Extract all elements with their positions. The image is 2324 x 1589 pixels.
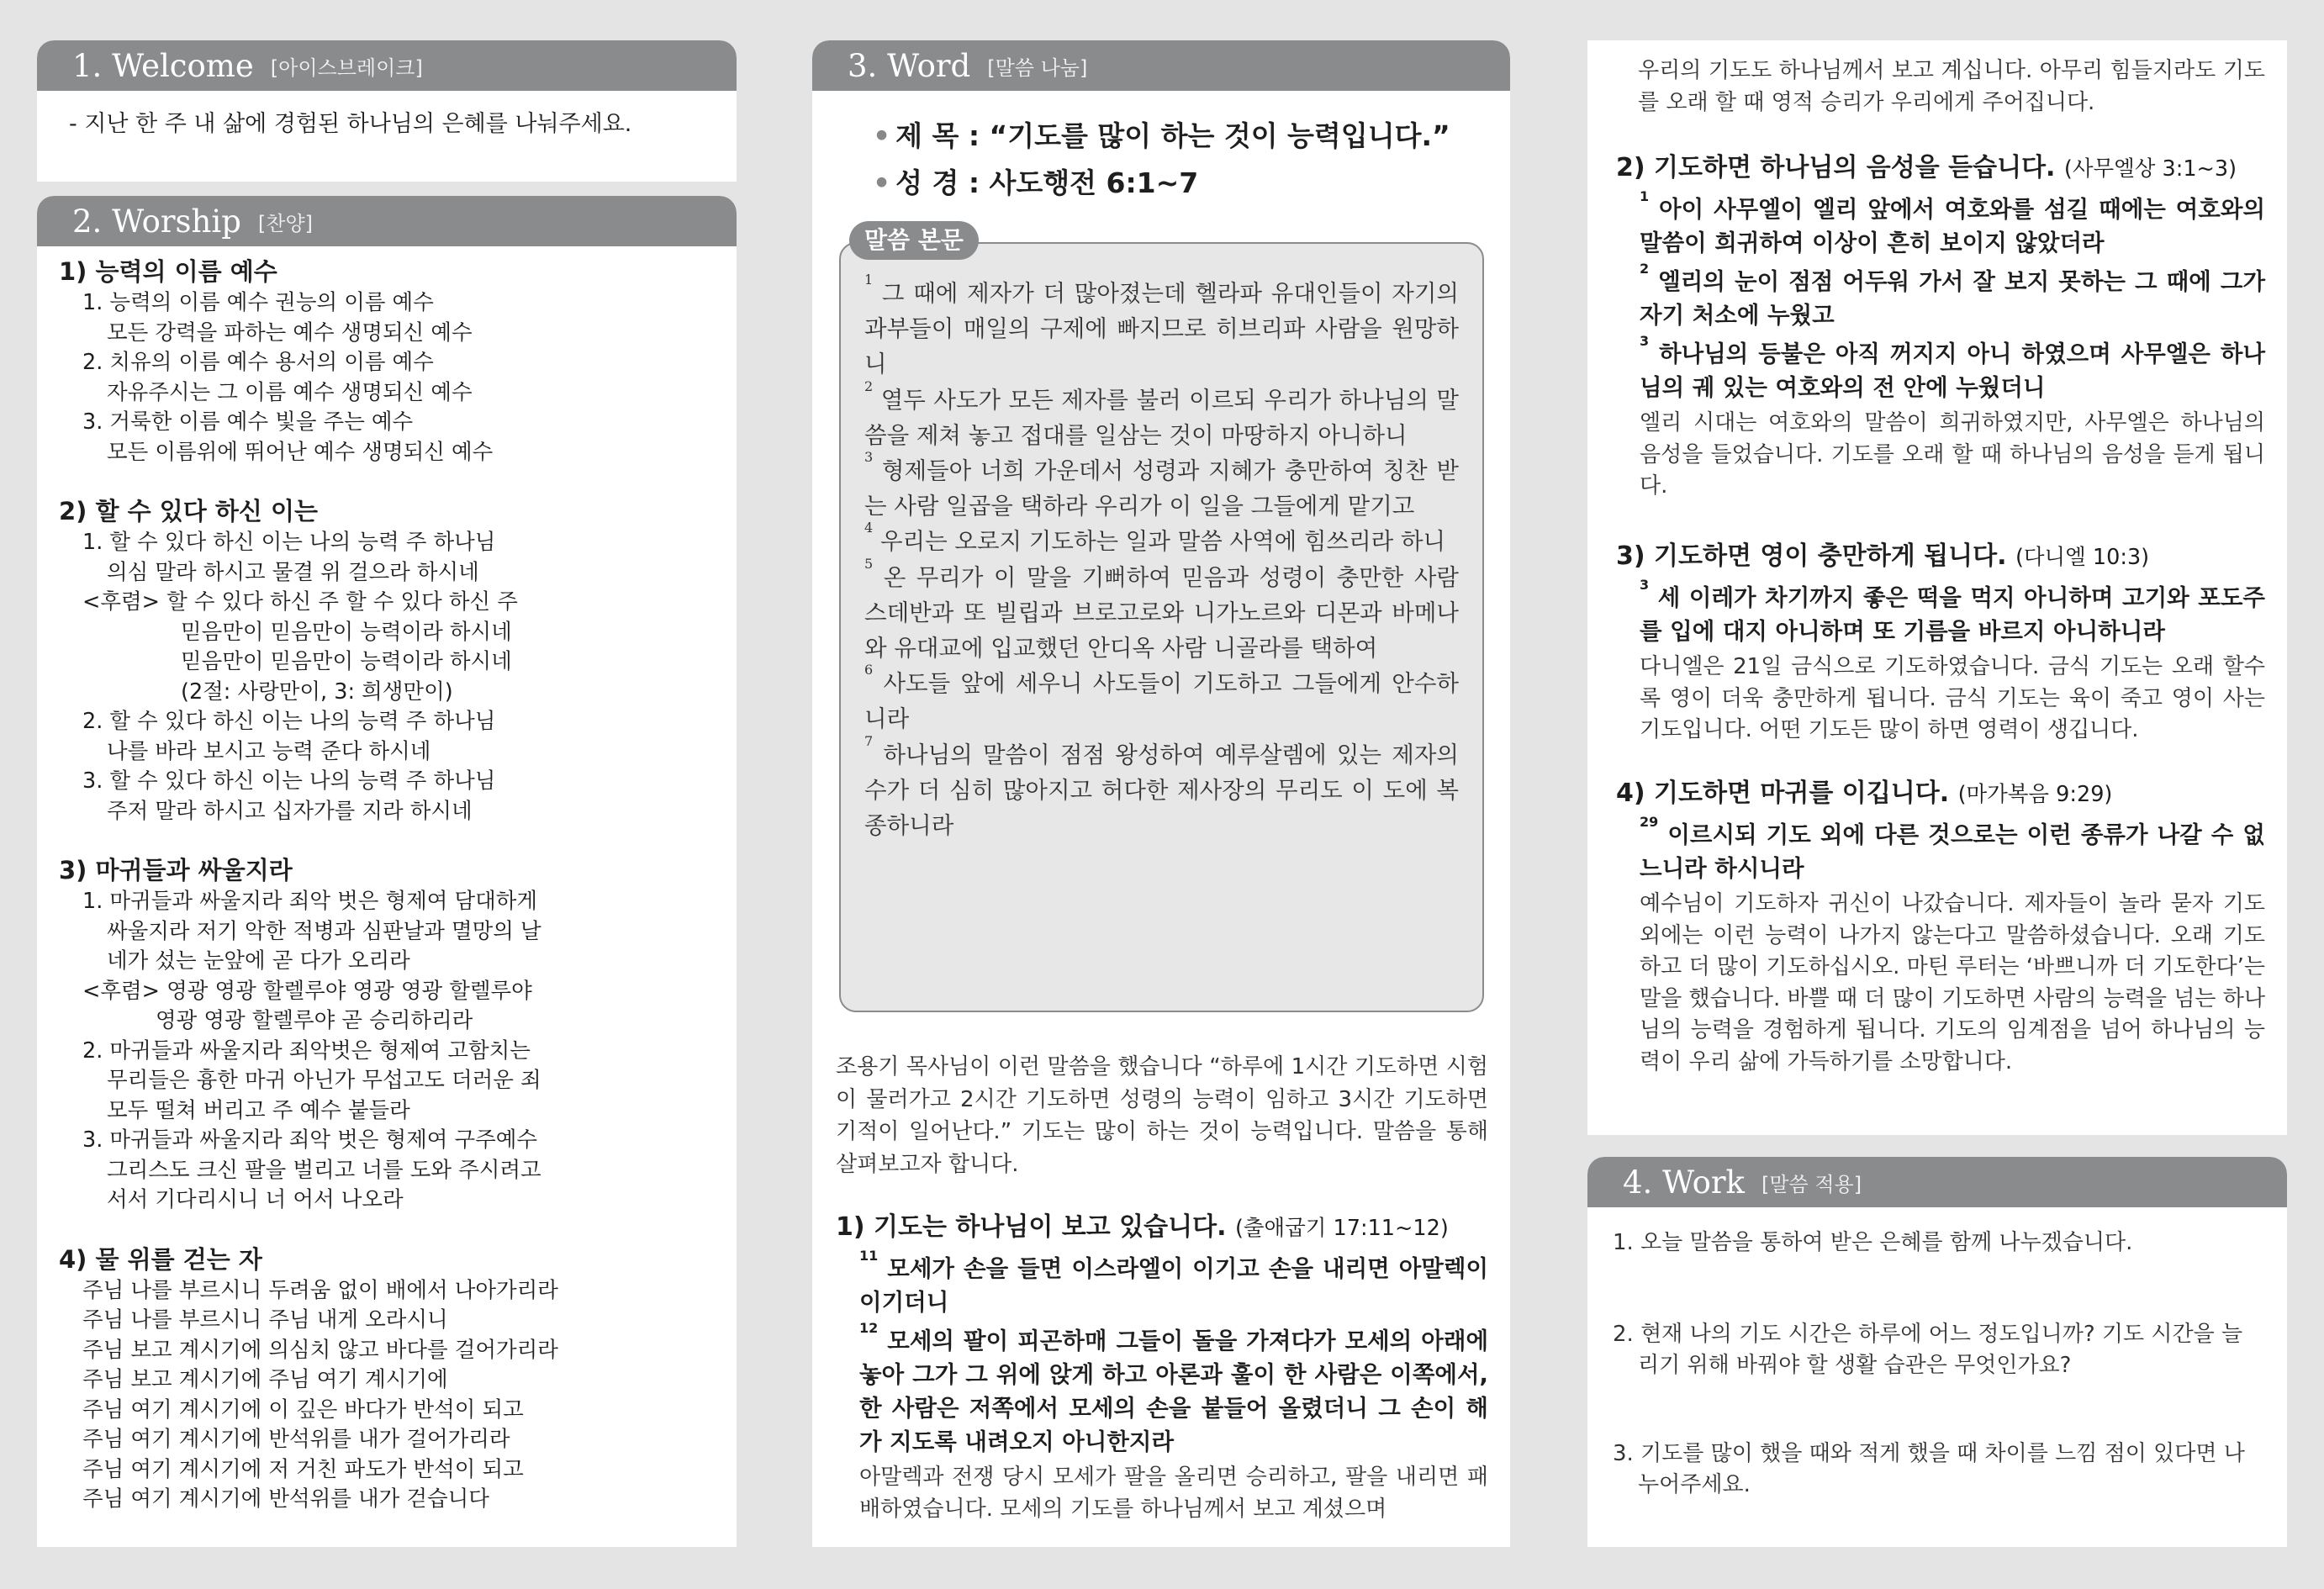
- song-line: 주님 여기 계시기에 반석위를 내가 걷습니다: [82, 1486, 489, 1512]
- song-line: 주님 나를 부르시니 주님 내게 오라시니: [82, 1307, 448, 1333]
- section-title: 4. Work: [1623, 1164, 1745, 1201]
- song-line: 주저 말라 하시고 십자가를 지라 하시네: [107, 798, 473, 824]
- section-subtitle: [찬양]: [257, 211, 313, 235]
- scripture-verse: $^3$ 형제들아 너희 가운데서 성령과 지혜가 충만하여 칭찬 받는 사람 일곱을 택하라 우리가 이 일을 그들에게 맡기고: [864, 449, 1459, 520]
- song-line: 3. 할 수 있다 하신 이는 나의 능력 주 하나님: [82, 768, 496, 794]
- scripture-verse: $^1$ 그 때에 제자가 더 많아졌는데 헬라파 유대인들이 자기의 과부들이 매일의 구제에 빠지므로 히브리파 사람을 원망하니: [864, 272, 1459, 378]
- point-title: 1) 기도는 하나님이 보고 있습니다. (출애굽기 17:11~12): [836, 1212, 1449, 1242]
- song-line: 1. 능력의 이름 예수 권능의 이름 예수: [82, 290, 434, 315]
- scripture-verse: $^2$ 열두 사도가 모든 제자를 불러 이르되 우리가 하나님의 말씀을 제쳐 놓고 접대를 일삼는 것이 마땅하지 아니하니: [864, 377, 1459, 449]
- point-explanation: 엘리 시대는 여호와의 말씀이 희귀하였지만, 사무엘은 하나님의 음성을 들었습니다. 기도를 오래 할 때 하나님의 음성을 듣게 됩니다.: [1640, 410, 2265, 499]
- song-line: 서서 기다리시니 너 어서 나오라: [107, 1187, 404, 1212]
- song-title: 2) 할 수 있다 하신 이는: [59, 497, 319, 525]
- song-line: 2. 할 수 있다 하신 이는 나의 능력 주 하나님: [82, 709, 496, 734]
- song-line: 주님 나를 부르시니 두려움 없이 배에서 나아가리라: [82, 1277, 558, 1303]
- section-title: 2. Worship: [72, 203, 241, 240]
- song-title: 1) 능력의 이름 예수: [59, 257, 277, 286]
- song-line: 주님 여기 계시기에 저 거친 파도가 반석이 되고: [82, 1456, 524, 1482]
- section-title: 1. Welcome: [72, 47, 254, 84]
- sermon-info: [873, 113, 1510, 207]
- song-line: 믿음만이 믿음만이 능력이라 하시네: [181, 649, 512, 674]
- song-line: 영광 영광 할렐루야 곧 승리하리라: [156, 1008, 473, 1033]
- point-title: 2) 기도하면 하나님의 음성을 듣습니다. (사무엘상 3:1~3): [1616, 153, 2237, 182]
- song-line: <후렴> 영광 영광 할렐루야 영광 영광 할렐루야: [82, 978, 532, 1004]
- song-line: 모두 떨쳐 버리고 주 예수 붙들라: [107, 1097, 410, 1123]
- word-card: [812, 40, 1510, 1547]
- song-line: 믿음만이 믿음만이 능력이라 하시네: [181, 619, 512, 645]
- point-title: 4) 기도하면 마귀를 이깁니다. (마가복음 9:29): [1616, 779, 2113, 808]
- point-explanation: 다니엘은 21일 금식으로 기도하였습니다. 금식 기도는 오래 할수록 영이 더욱 충만하게 됩니다. 금식 기도는 육이 죽고 영이 사는 기도입니다. 어떤 기도든 많이 하면 영력이 생깁니다.: [1640, 654, 2265, 742]
- point-verse: $^{12}$ 모세의 팔이 피곤하매 그들이 돌을 가져다가 모세의 아래에 놓아 그가 그 위에 앉게 하고 아론과 훌이 한 사람은 이쪽에서, 한 사람은 저쪽에서 모세의 손을 붙들어 올렸더니 그 손이 해가 지도록 내려오지 아니한지라: [859, 1320, 1489, 1455]
- scripture-box: [839, 242, 1484, 1012]
- section-title: 3. Word: [848, 47, 971, 84]
- point-verse: $^2$ 엘리의 눈이 점점 어두워 가서 잘 보지 못하는 그 때에 그가 자기 처소에 누웠고: [1640, 261, 2266, 329]
- question-item: 3. 기도를 많이 했을 때와 적게 했을 때 차이를 느낌 점이 있다면 나누어주세요.: [1613, 1441, 2245, 1497]
- song-line: 1. 할 수 있다 하신 이는 나의 능력 주 하나님: [82, 530, 496, 555]
- song-line: 주님 보고 계시기에 주님 여기 계시기에: [82, 1367, 448, 1392]
- song-line: 무리들은 흉한 마귀 아닌가 무섭고도 더러운 죄: [107, 1068, 541, 1093]
- word-header: [812, 40, 1510, 91]
- question-item: 2. 현재 나의 기도 시간은 하루에 어느 정도입니까? 기도 시간을 늘리기 위해 바꿔야 할 생활 습관은 무엇인가요?: [1613, 1322, 2243, 1378]
- section-subtitle: [아이스브레이크]: [270, 55, 423, 80]
- scripture-tab: 말씀 본문: [849, 221, 979, 260]
- song-line: 3. 거룩한 이름 예수 빛을 주는 예수: [82, 409, 414, 435]
- song-line: 주님 보고 계시기에 의심치 않고 바다를 걸어가리라: [82, 1337, 558, 1363]
- point-verse: $^3$ 하나님의 등불은 아직 꺼지지 아니 하였으며 사무엘은 하나님의 궤 있는 여호와의 전 안에 누웠더니: [1640, 333, 2266, 401]
- song-line: 그리스도 크신 팔을 벌리고 너를 도와 주시려고: [107, 1157, 541, 1183]
- point-explanation: 예수님이 기도하자 귀신이 나갔습니다. 제자들이 놀라 묻자 기도 외에는 이런 능력이 나가지 않는다고 말씀하셨습니다. 오래 기도하고 더 많이 기도하십시오. 마틴 루터는 ‘바쁘니까 더 기도한다’는 말을 했습니다. 바쁠 때 더 많이 기도하면 사람의 능력을 넘는 하나님의 능력을 경험하게 됩니다. 기도의 임계점을 넘어 하나님의 능력이 우리 삶에 가득하기를 소망합니다.: [1640, 891, 2265, 1074]
- song-line: 2. 마귀들과 싸울지라 죄악벗은 형제여 고함치는: [82, 1037, 531, 1064]
- point-verse: $^{11}$ 모세가 손을 들면 이스라엘이 이기고 손을 내리면 아말렉이 이기더니: [859, 1248, 1489, 1316]
- point-4: [1616, 775, 2265, 1078]
- song-line: 모든 이름위에 뛰어난 예수 생명되신 예수: [107, 439, 494, 465]
- scripture-verse: $^6$ 사도들 앞에 세우니 사도들이 기도하고 그들에게 안수하니라: [864, 662, 1459, 733]
- scripture-verse: $^4$ 우리는 오로지 기도하는 일과 말씀 사역에 힘쓰리라 하니: [864, 520, 1446, 556]
- song-line: 3. 마귀들과 싸울지라 죄악 벗은 형제여 구주예수: [82, 1127, 537, 1153]
- song-line: 싸울지라 저기 악한 적병과 심판날과 멸망의 날: [107, 918, 541, 944]
- song-line: 의심 말라 하시고 물결 위 걸으라 하시네: [107, 559, 479, 585]
- song-line: 주님 여기 계시기에 이 깊은 바다가 반석이 되고: [82, 1396, 524, 1423]
- question-item: 1. 오늘 말씀을 통하여 받은 은혜를 함께 나누겠습니다.: [1613, 1230, 2133, 1255]
- section-subtitle: [말씀 나눔]: [987, 55, 1088, 80]
- welcome-card: [37, 40, 737, 182]
- song-line: 나를 바라 보시고 능력 준다 하시네: [107, 738, 431, 764]
- worship-songs: [59, 248, 720, 1515]
- song-title: 3) 마귀들과 싸울지라: [59, 856, 293, 884]
- point-explanation: 아말렉과 전쟁 당시 모세가 팔을 올리면 승리하고, 팔을 내리면 패배하였습니다. 모세의 기도를 하나님께서 보고 계셨으며: [859, 1465, 1488, 1522]
- welcome-header: [37, 40, 737, 91]
- scripture-verse: $^5$ 온 무리가 이 말을 기뻐하여 믿음과 성령이 충만한 사람 스데반과 또 빌립과 브로고로와 니가노르와 디몬과 바메나와 유대교에 입교했던 안디옥 사람 니골라를 택하여: [864, 555, 1459, 663]
- work-card: [1587, 1157, 2287, 1547]
- work-questions: [1613, 1227, 2262, 1501]
- point-verse: $^1$ 아이 사무엘이 엘리 앞에서 여호와를 섬길 때에는 여호와의 말씀이 희귀하여 이상이 흔히 보이지 않았더라: [1640, 188, 2266, 256]
- song-line: 네가 섰는 눈앞에 곧 다가 오리라: [107, 948, 410, 974]
- scripture-verse: $^7$ 하나님의 말씀이 점점 왕성하여 예루살렘에 있는 제자의 수가 더 심히 많아지고 허다한 제사장의 무리도 이 도에 복종하니라: [864, 732, 1459, 840]
- point-1: [836, 1209, 1488, 1525]
- worship-header: [37, 196, 737, 246]
- point-3: [1616, 538, 2265, 747]
- song-line: 1. 마귀들과 싸울지라 죄악 벗은 형제여 담대하게: [82, 889, 537, 914]
- point-2: [1616, 150, 2265, 503]
- song-line: 2. 치유의 이름 예수 용서의 이름 예수: [82, 350, 434, 375]
- sermon-title: • 제 목 : “기도를 많이 하는 것이 능력입니다.”: [873, 119, 1450, 152]
- sermon-intro: 조용기 목사님이 이런 말씀을 했습니다 “하루에 1시간 기도하면 시험이 물러가고 2시간 기도하면 성령의 능력이 임하고 3시간 기도하면 기적이 일어난다.” 기도는 많이 하는 것이 능력입니다. 말씀을 통해 살펴보고자 합니다.: [836, 1054, 1488, 1177]
- song-title: 4) 물 위를 걷는 자: [59, 1244, 262, 1274]
- sermon-scripture: • 성 경 : 사도행전 6:1~7: [873, 166, 1199, 199]
- worship-card: [37, 196, 737, 1547]
- song-line: 모든 강력을 파하는 예수 생명되신 예수: [107, 319, 473, 346]
- work-header: [1587, 1157, 2287, 1207]
- song-line: 주님 여기 계시기에 반석위를 내가 걸어가리라: [82, 1427, 510, 1452]
- section-subtitle: [말씀 적용]: [1761, 1172, 1862, 1196]
- point-verse: $^3$ 세 이레가 차기까지 좋은 떡을 먹지 아니하며 고기와 포도주를 입에 대지 아니하며 또 기름을 바르지 아니하니라: [1640, 577, 2265, 645]
- point-verse: $^{29}$ 이르시되 기도 외에 다른 것으로는 이런 종류가 나갈 수 없느니라 하시니라: [1640, 814, 2265, 882]
- song-line: (2절: 사랑만이, 3: 희생만이): [181, 678, 453, 705]
- word-continued-card: [1587, 40, 2287, 1135]
- point-title: 3) 기도하면 영이 충만하게 됩니다. (다니엘 10:3): [1616, 541, 2150, 571]
- song-line: <후렴> 할 수 있다 하신 주 할 수 있다 하신 주: [82, 589, 518, 615]
- welcome-text: - 지난 한 주 내 삶에 경험된 하나님의 은혜를 나눠주세요.: [69, 111, 632, 137]
- song-line: 자유주시는 그 이름 예수 생명되신 예수: [107, 379, 473, 405]
- continued-text: 우리의 기도도 하나님께서 보고 계십니다. 아무리 힘들지라도 기도를 오래 할 때 영적 승리가 우리에게 주어집니다.: [1638, 58, 2265, 115]
